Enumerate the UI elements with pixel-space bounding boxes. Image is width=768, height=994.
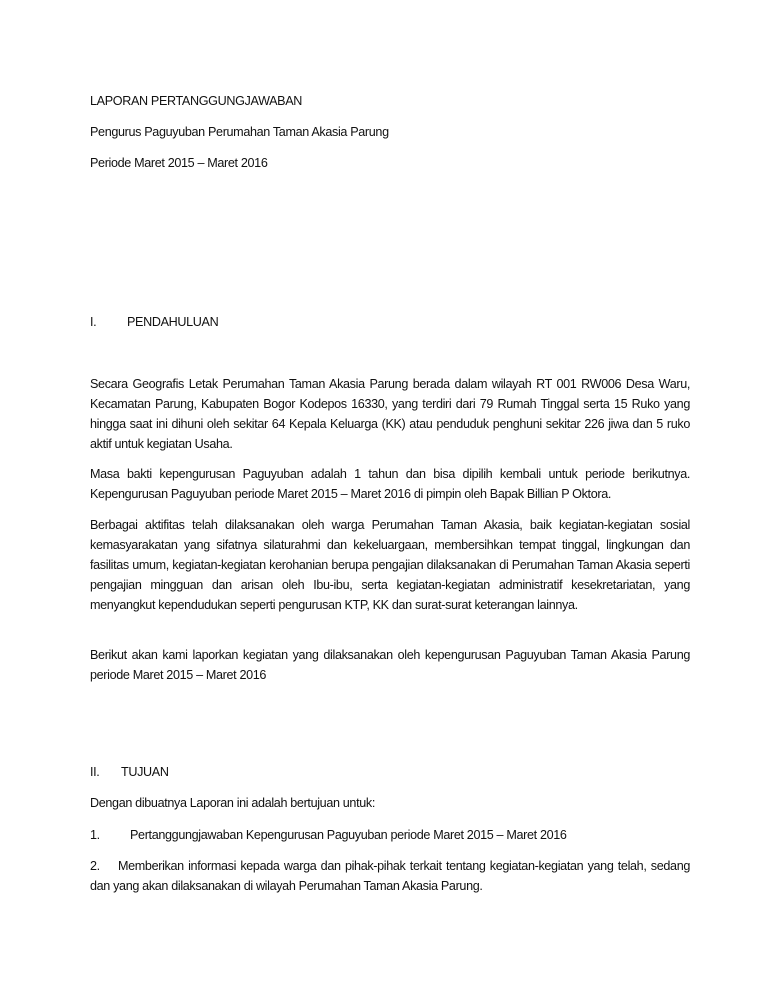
section-1-number: I. [90, 315, 97, 329]
objective-item-1-number: 1. [90, 828, 100, 842]
objective-item-2 [90, 856, 690, 896]
section-1-heading [90, 312, 690, 332]
section-1-paragraph-4: Berikut akan kami laporkan kegiatan yang dilaksanakan oleh kepengurusan Paguyuban Taman Akasia Parung periode Maret 2015 – Maret 2016 [90, 648, 690, 682]
document-period: Periode Maret 2015 – Maret 2016 [90, 156, 268, 170]
section-1-paragraph-1: Secara Geografis Letak Perumahan Taman Akasia Parung berada dalam wilayah RT 001 RW006 Desa Waru, Kecamatan Parung, Kabupaten Bogor Kodepos 16330, yang terdiri dari 79 Rumah Tinggal serta 15 Ruko yang hingga saat ini dihuni oleh sekitar 64 Kepala Keluarga (KK) atau penduduk penghuni sekitar 226 jiwa dan 5 ruko aktif untuk kegiatan Usaha. [90, 377, 690, 451]
objective-item-1 [90, 825, 690, 845]
objective-item-2-text: Memberikan informasi kepada warga dan pihak-pihak terkait tentang kegiatan-kegiatan yang telah, sedang dan yang akan dilaksanakan di wilayah Perumahan Taman Akasia Parung. [90, 859, 690, 893]
objective-item-2-number: 2. [90, 859, 100, 873]
objective-item-1-text: Pertanggungjawaban Kepengurusan Paguyuban periode Maret 2015 – Maret 2016 [130, 828, 567, 842]
section-1-paragraph-3: Berbagai aktifitas telah dilaksanakan oleh warga Perumahan Taman Akasia, baik kegiatan-kegiatan sosial kemasyarakatan yang sifatnya silaturahmi dan kekeluargaan, membersihkan tempat tinggal, lingkungan dan fasilitas umum, kegiatan-kegiatan kerohanian berupa pengajian dilaksanakan di Perumahan Taman Akasia seperti pengajian mingguan dan arisan oleh Ibu-ibu, serta kegiatan-kegiatan administratif kesekretariatan, yang menyangkut kependudukan seperti pengurusan KTP, KK dan surat-surat keterangan lainnya. [90, 518, 690, 612]
section-2-title: TUJUAN [121, 765, 169, 779]
document-title: LAPORAN PERTANGGUNGJAWABAN [90, 94, 303, 108]
section-2-number: II. [90, 765, 100, 779]
document-subtitle: Pengurus Paguyuban Perumahan Taman Akasia Parung [90, 125, 389, 139]
section-2-intro: Dengan dibuatnya Laporan ini adalah bertujuan untuk: [90, 796, 375, 810]
section-1-title: PENDAHULUAN [127, 315, 219, 329]
section-2-heading [90, 762, 690, 782]
section-1-paragraph-2: Masa bakti kepengurusan Paguyuban adalah 1 tahun dan bisa dipilih kembali untuk periode berikutnya. Kepengurusan Paguyuban periode Maret 2015 – Maret 2016 di pimpin oleh Bapak Billian P Oktora. [90, 467, 690, 501]
